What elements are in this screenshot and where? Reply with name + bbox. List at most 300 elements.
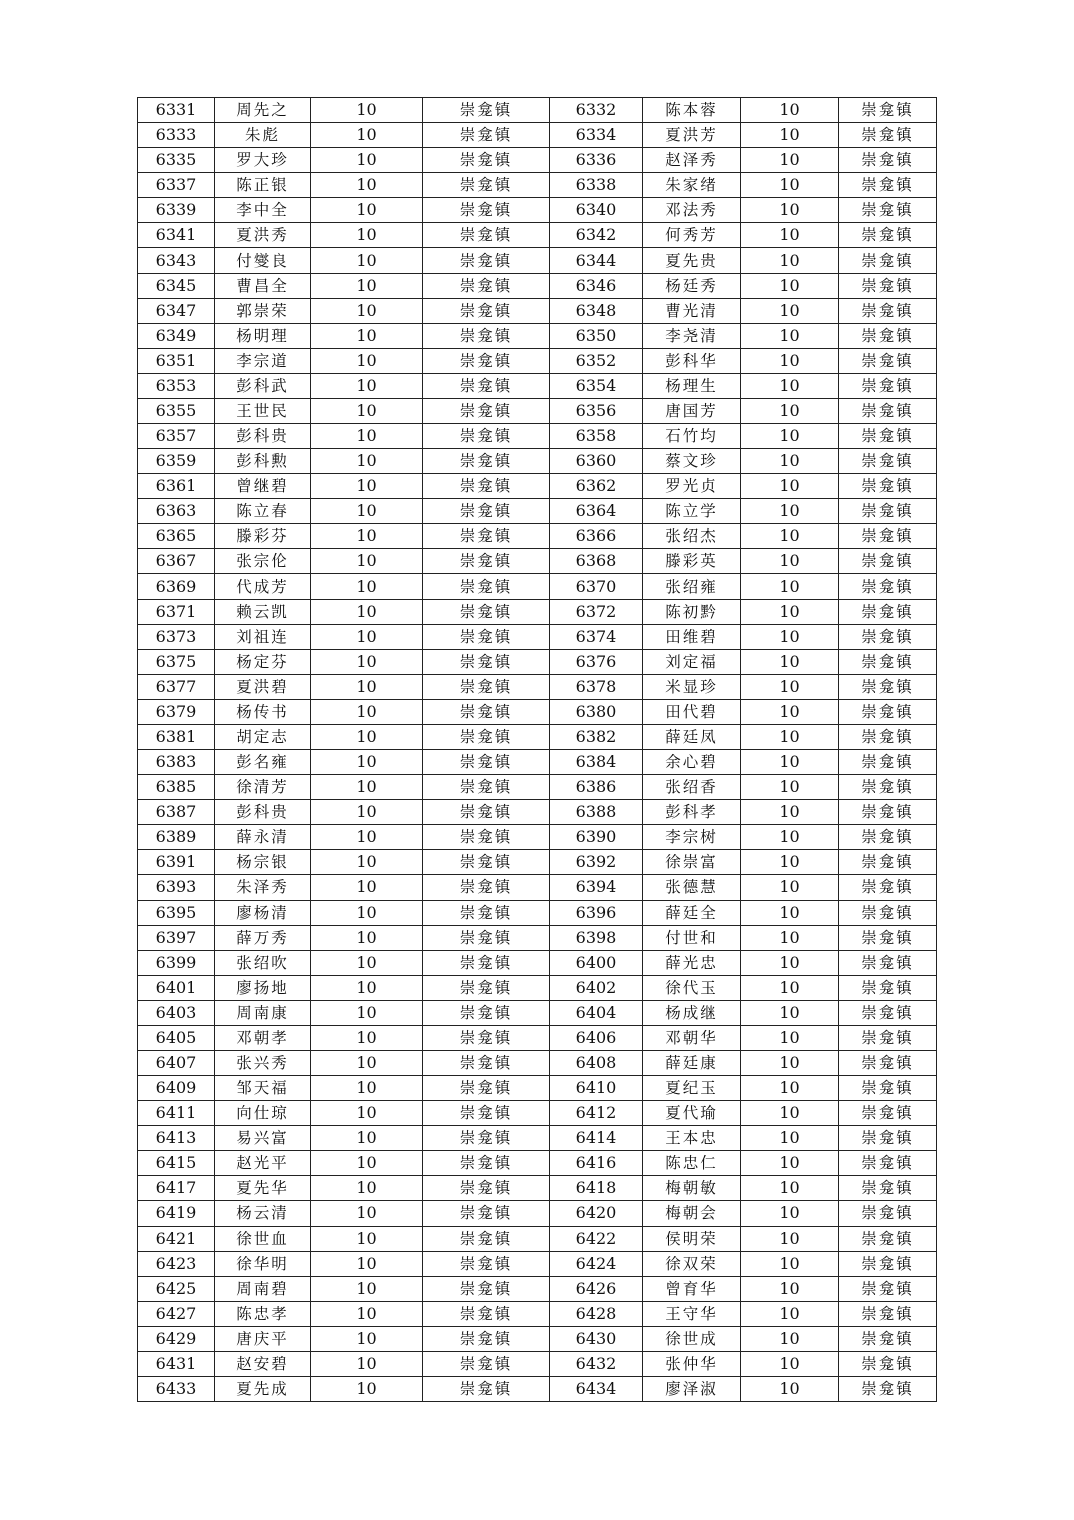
township-cell: 崇龛镇: [423, 499, 550, 524]
township-cell: 崇龛镇: [423, 524, 550, 549]
amount-cell: 10: [311, 1025, 423, 1050]
township-cell: 崇龛镇: [423, 223, 550, 248]
person-name-cell: 代成芳: [215, 574, 311, 599]
amount-cell: 10: [741, 1101, 839, 1126]
table-row: [138, 1251, 937, 1276]
person-name-cell: 刘定福: [643, 649, 741, 674]
record-number-cell: 6381: [138, 724, 215, 749]
record-number-cell: 6397: [138, 925, 215, 950]
township-cell: 崇龛镇: [839, 674, 937, 699]
township-cell: 崇龛镇: [423, 148, 550, 173]
amount-cell: 10: [311, 775, 423, 800]
record-number-cell: 6394: [550, 875, 643, 900]
record-number-cell: 6371: [138, 599, 215, 624]
township-cell: 崇龛镇: [423, 649, 550, 674]
person-name-cell: 周南碧: [215, 1276, 311, 1301]
record-number-cell: 6331: [138, 98, 215, 123]
table-row: [138, 148, 937, 173]
amount-cell: 10: [311, 624, 423, 649]
amount-cell: 10: [741, 1351, 839, 1376]
amount-cell: 10: [741, 775, 839, 800]
township-cell: 崇龛镇: [423, 1276, 550, 1301]
record-number-cell: 6368: [550, 549, 643, 574]
amount-cell: 10: [311, 950, 423, 975]
record-number-cell: 6403: [138, 1000, 215, 1025]
township-cell: 崇龛镇: [423, 674, 550, 699]
amount-cell: 10: [311, 1176, 423, 1201]
township-cell: 崇龛镇: [423, 198, 550, 223]
amount-cell: 10: [741, 724, 839, 749]
amount-cell: 10: [741, 499, 839, 524]
township-cell: 崇龛镇: [423, 373, 550, 398]
township-cell: 崇龛镇: [839, 599, 937, 624]
person-name-cell: 彭科武: [215, 373, 311, 398]
record-number-cell: 6360: [550, 449, 643, 474]
person-name-cell: 唐庆平: [215, 1326, 311, 1351]
amount-cell: 10: [741, 1000, 839, 1025]
record-number-cell: 6420: [550, 1201, 643, 1226]
record-number-cell: 6401: [138, 975, 215, 1000]
township-cell: 崇龛镇: [423, 1126, 550, 1151]
record-number-cell: 6424: [550, 1251, 643, 1276]
amount-cell: 10: [741, 449, 839, 474]
amount-cell: 10: [741, 1276, 839, 1301]
amount-cell: 10: [741, 348, 839, 373]
table-row: [138, 925, 937, 950]
township-cell: 崇龛镇: [423, 1301, 550, 1326]
table-row: [138, 1226, 937, 1251]
record-number-cell: 6353: [138, 373, 215, 398]
record-number-cell: 6366: [550, 524, 643, 549]
person-name-cell: 杨云清: [215, 1201, 311, 1226]
person-name-cell: 侯明荣: [643, 1226, 741, 1251]
person-name-cell: 朱家绪: [643, 173, 741, 198]
township-cell: 崇龛镇: [423, 599, 550, 624]
person-name-cell: 赵泽秀: [643, 148, 741, 173]
record-number-cell: 6407: [138, 1050, 215, 1075]
record-number-cell: 6433: [138, 1376, 215, 1401]
person-name-cell: 梅朝敏: [643, 1176, 741, 1201]
amount-cell: 10: [741, 248, 839, 273]
township-cell: 崇龛镇: [839, 248, 937, 273]
township-cell: 崇龛镇: [839, 649, 937, 674]
table-row: [138, 900, 937, 925]
township-cell: 崇龛镇: [839, 1126, 937, 1151]
person-name-cell: 薛光忠: [643, 950, 741, 975]
person-name-cell: 刘祖连: [215, 624, 311, 649]
amount-cell: 10: [741, 398, 839, 423]
record-number-cell: 6344: [550, 248, 643, 273]
record-number-cell: 6336: [550, 148, 643, 173]
record-number-cell: 6431: [138, 1351, 215, 1376]
township-cell: 崇龛镇: [423, 273, 550, 298]
township-cell: 崇龛镇: [423, 1025, 550, 1050]
person-name-cell: 夏先贵: [643, 248, 741, 273]
person-name-cell: 陈初黔: [643, 599, 741, 624]
record-number-cell: 6370: [550, 574, 643, 599]
table-row: [138, 1076, 937, 1101]
table-row: [138, 98, 937, 123]
amount-cell: 10: [311, 1376, 423, 1401]
person-name-cell: 曹光清: [643, 298, 741, 323]
person-name-cell: 张仲华: [643, 1351, 741, 1376]
township-cell: 崇龛镇: [839, 724, 937, 749]
amount-cell: 10: [741, 1301, 839, 1326]
amount-cell: 10: [311, 699, 423, 724]
township-cell: 崇龛镇: [839, 1251, 937, 1276]
record-number-cell: 6428: [550, 1301, 643, 1326]
amount-cell: 10: [311, 449, 423, 474]
township-cell: 崇龛镇: [423, 348, 550, 373]
record-number-cell: 6418: [550, 1176, 643, 1201]
table-row: [138, 1025, 937, 1050]
township-cell: 崇龛镇: [423, 424, 550, 449]
table-row: [138, 298, 937, 323]
amount-cell: 10: [741, 1326, 839, 1351]
person-name-cell: 张绍吹: [215, 950, 311, 975]
township-cell: 崇龛镇: [423, 1376, 550, 1401]
amount-cell: 10: [311, 373, 423, 398]
township-cell: 崇龛镇: [423, 1226, 550, 1251]
township-cell: 崇龛镇: [423, 398, 550, 423]
amount-cell: 10: [311, 900, 423, 925]
township-cell: 崇龛镇: [839, 123, 937, 148]
person-name-cell: 周南康: [215, 1000, 311, 1025]
township-cell: 崇龛镇: [839, 499, 937, 524]
table-row: [138, 950, 937, 975]
person-name-cell: 易兴富: [215, 1126, 311, 1151]
amount-cell: 10: [311, 975, 423, 1000]
record-number-cell: 6422: [550, 1226, 643, 1251]
table-row: [138, 348, 937, 373]
township-cell: 崇龛镇: [423, 850, 550, 875]
amount-cell: 10: [741, 975, 839, 1000]
record-number-cell: 6362: [550, 474, 643, 499]
amount-cell: 10: [741, 298, 839, 323]
person-name-cell: 张宗伦: [215, 549, 311, 574]
township-cell: 崇龛镇: [839, 1076, 937, 1101]
person-name-cell: 向仕琼: [215, 1101, 311, 1126]
township-cell: 崇龛镇: [423, 900, 550, 925]
township-cell: 崇龛镇: [839, 98, 937, 123]
amount-cell: 10: [741, 1076, 839, 1101]
record-number-cell: 6378: [550, 674, 643, 699]
township-cell: 崇龛镇: [839, 1101, 937, 1126]
table-row: [138, 1351, 937, 1376]
record-number-cell: 6356: [550, 398, 643, 423]
record-number-cell: 6388: [550, 800, 643, 825]
person-name-cell: 陈正银: [215, 173, 311, 198]
person-name-cell: 郭崇荣: [215, 298, 311, 323]
record-number-cell: 6376: [550, 649, 643, 674]
record-number-cell: 6415: [138, 1151, 215, 1176]
record-number-cell: 6429: [138, 1326, 215, 1351]
township-cell: 崇龛镇: [423, 724, 550, 749]
table-row: [138, 1201, 937, 1226]
person-name-cell: 滕彩芬: [215, 524, 311, 549]
record-number-cell: 6426: [550, 1276, 643, 1301]
table-row: [138, 975, 937, 1000]
table-row: [138, 699, 937, 724]
township-cell: 崇龛镇: [839, 1176, 937, 1201]
table-row: [138, 223, 937, 248]
amount-cell: 10: [741, 148, 839, 173]
record-number-cell: 6421: [138, 1226, 215, 1251]
township-cell: 崇龛镇: [839, 524, 937, 549]
amount-cell: 10: [741, 123, 839, 148]
amount-cell: 10: [741, 1251, 839, 1276]
township-cell: 崇龛镇: [839, 398, 937, 423]
table-row: [138, 574, 937, 599]
record-number-cell: 6410: [550, 1076, 643, 1101]
township-cell: 崇龛镇: [839, 900, 937, 925]
table-row: [138, 524, 937, 549]
record-number-cell: 6377: [138, 674, 215, 699]
person-name-cell: 杨廷秀: [643, 273, 741, 298]
person-name-cell: 薛廷凤: [643, 724, 741, 749]
person-name-cell: 王本忠: [643, 1126, 741, 1151]
person-name-cell: 徐清芳: [215, 775, 311, 800]
township-cell: 崇龛镇: [839, 173, 937, 198]
table-row: [138, 449, 937, 474]
amount-cell: 10: [311, 1101, 423, 1126]
person-name-cell: 赵光平: [215, 1151, 311, 1176]
amount-cell: 10: [311, 549, 423, 574]
township-cell: 崇龛镇: [839, 273, 937, 298]
township-cell: 崇龛镇: [839, 750, 937, 775]
township-cell: 崇龛镇: [423, 474, 550, 499]
amount-cell: 10: [311, 98, 423, 123]
record-number-cell: 6355: [138, 398, 215, 423]
table-row: [138, 674, 937, 699]
record-number-cell: 6347: [138, 298, 215, 323]
record-number-cell: 6357: [138, 424, 215, 449]
table-row: [138, 649, 937, 674]
person-name-cell: 付燮良: [215, 248, 311, 273]
township-cell: 崇龛镇: [839, 1201, 937, 1226]
record-number-cell: 6411: [138, 1101, 215, 1126]
amount-cell: 10: [741, 1226, 839, 1251]
record-number-cell: 6369: [138, 574, 215, 599]
person-name-cell: 杨成继: [643, 1000, 741, 1025]
amount-cell: 10: [311, 724, 423, 749]
amount-cell: 10: [741, 1025, 839, 1050]
person-name-cell: 邹天福: [215, 1076, 311, 1101]
township-cell: 崇龛镇: [839, 424, 937, 449]
table-row: [138, 1151, 937, 1176]
record-number-cell: 6393: [138, 875, 215, 900]
record-number-cell: 6412: [550, 1101, 643, 1126]
amount-cell: 10: [311, 1351, 423, 1376]
amount-cell: 10: [311, 499, 423, 524]
record-number-cell: 6414: [550, 1126, 643, 1151]
record-number-cell: 6427: [138, 1301, 215, 1326]
township-cell: 崇龛镇: [423, 1101, 550, 1126]
record-number-cell: 6367: [138, 549, 215, 574]
table-row: [138, 800, 937, 825]
person-name-cell: 徐双荣: [643, 1251, 741, 1276]
person-name-cell: 杨理生: [643, 373, 741, 398]
table-row: [138, 1000, 937, 1025]
amount-cell: 10: [311, 248, 423, 273]
amount-cell: 10: [311, 524, 423, 549]
person-name-cell: 田维碧: [643, 624, 741, 649]
record-number-cell: 6405: [138, 1025, 215, 1050]
person-name-cell: 何秀芳: [643, 223, 741, 248]
table-row: [138, 1326, 937, 1351]
township-cell: 崇龛镇: [839, 1000, 937, 1025]
person-name-cell: 杨定芬: [215, 649, 311, 674]
amount-cell: 10: [741, 198, 839, 223]
person-name-cell: 廖扬地: [215, 975, 311, 1000]
table-row: [138, 599, 937, 624]
amount-cell: 10: [311, 875, 423, 900]
township-cell: 崇龛镇: [423, 825, 550, 850]
amount-cell: 10: [311, 1201, 423, 1226]
record-number-cell: 6372: [550, 599, 643, 624]
amount-cell: 10: [311, 674, 423, 699]
person-name-cell: 赵安碧: [215, 1351, 311, 1376]
person-name-cell: 陈忠仁: [643, 1151, 741, 1176]
person-name-cell: 夏代瑜: [643, 1101, 741, 1126]
township-cell: 崇龛镇: [839, 348, 937, 373]
person-name-cell: 周先之: [215, 98, 311, 123]
person-name-cell: 邓法秀: [643, 198, 741, 223]
amount-cell: 10: [311, 574, 423, 599]
record-number-cell: 6389: [138, 825, 215, 850]
township-cell: 崇龛镇: [839, 1351, 937, 1376]
township-cell: 崇龛镇: [839, 875, 937, 900]
township-cell: 崇龛镇: [839, 1226, 937, 1251]
amount-cell: 10: [741, 649, 839, 674]
amount-cell: 10: [741, 624, 839, 649]
table-row: [138, 198, 937, 223]
record-number-cell: 6392: [550, 850, 643, 875]
person-name-cell: 薛廷全: [643, 900, 741, 925]
amount-cell: 10: [741, 925, 839, 950]
amount-cell: 10: [311, 148, 423, 173]
amount-cell: 10: [311, 800, 423, 825]
amount-cell: 10: [311, 298, 423, 323]
township-cell: 崇龛镇: [423, 1201, 550, 1226]
township-cell: 崇龛镇: [839, 1151, 937, 1176]
township-cell: 崇龛镇: [423, 1151, 550, 1176]
person-name-cell: 徐华明: [215, 1251, 311, 1276]
township-cell: 崇龛镇: [839, 223, 937, 248]
record-number-cell: 6434: [550, 1376, 643, 1401]
record-number-cell: 6385: [138, 775, 215, 800]
township-cell: 崇龛镇: [839, 1025, 937, 1050]
township-cell: 崇龛镇: [423, 975, 550, 1000]
amount-cell: 10: [741, 323, 839, 348]
amount-cell: 10: [741, 574, 839, 599]
table-row: [138, 474, 937, 499]
township-cell: 崇龛镇: [423, 1251, 550, 1276]
township-cell: 崇龛镇: [839, 198, 937, 223]
amount-cell: 10: [311, 1000, 423, 1025]
amount-cell: 10: [311, 223, 423, 248]
table-row: [138, 549, 937, 574]
person-name-cell: 陈忠孝: [215, 1301, 311, 1326]
record-number-cell: 6413: [138, 1126, 215, 1151]
person-name-cell: 张绍香: [643, 775, 741, 800]
township-cell: 崇龛镇: [839, 624, 937, 649]
record-number-cell: 6348: [550, 298, 643, 323]
person-name-cell: 陈本蓉: [643, 98, 741, 123]
record-number-cell: 6343: [138, 248, 215, 273]
township-cell: 崇龛镇: [423, 574, 550, 599]
person-name-cell: 彭科勲: [215, 449, 311, 474]
township-cell: 崇龛镇: [423, 173, 550, 198]
person-name-cell: 唐国芳: [643, 398, 741, 423]
table-row: [138, 373, 937, 398]
township-cell: 崇龛镇: [423, 248, 550, 273]
township-cell: 崇龛镇: [423, 699, 550, 724]
record-number-cell: 6400: [550, 950, 643, 975]
amount-cell: 10: [311, 925, 423, 950]
person-name-cell: 胡定志: [215, 724, 311, 749]
person-name-cell: 陈立学: [643, 499, 741, 524]
record-number-cell: 6395: [138, 900, 215, 925]
amount-cell: 10: [741, 424, 839, 449]
amount-cell: 10: [311, 273, 423, 298]
township-cell: 崇龛镇: [423, 449, 550, 474]
township-cell: 崇龛镇: [423, 123, 550, 148]
record-number-cell: 6341: [138, 223, 215, 248]
township-cell: 崇龛镇: [839, 1376, 937, 1401]
table-row: [138, 499, 937, 524]
township-cell: 崇龛镇: [839, 323, 937, 348]
record-number-cell: 6375: [138, 649, 215, 674]
record-number-cell: 6365: [138, 524, 215, 549]
amount-cell: 10: [741, 1151, 839, 1176]
record-number-cell: 6419: [138, 1201, 215, 1226]
record-number-cell: 6349: [138, 323, 215, 348]
amount-cell: 10: [741, 1201, 839, 1226]
person-name-cell: 付世和: [643, 925, 741, 950]
township-cell: 崇龛镇: [839, 1276, 937, 1301]
township-cell: 崇龛镇: [423, 1050, 550, 1075]
table-row: [138, 173, 937, 198]
person-name-cell: 杨明理: [215, 323, 311, 348]
table-row: [138, 1126, 937, 1151]
person-name-cell: 米显珍: [643, 674, 741, 699]
township-cell: 崇龛镇: [839, 825, 937, 850]
roster-table: [137, 97, 937, 1402]
amount-cell: 10: [311, 1050, 423, 1075]
amount-cell: 10: [311, 1126, 423, 1151]
table-row: [138, 123, 937, 148]
township-cell: 崇龛镇: [839, 775, 937, 800]
table-row: [138, 1050, 937, 1075]
person-name-cell: 夏纪玉: [643, 1076, 741, 1101]
person-name-cell: 蔡文珍: [643, 449, 741, 474]
record-number-cell: 6339: [138, 198, 215, 223]
table-row: [138, 724, 937, 749]
township-cell: 崇龛镇: [423, 950, 550, 975]
township-cell: 崇龛镇: [839, 549, 937, 574]
record-number-cell: 6334: [550, 123, 643, 148]
amount-cell: 10: [311, 424, 423, 449]
person-name-cell: 夏先华: [215, 1176, 311, 1201]
person-name-cell: 夏洪碧: [215, 674, 311, 699]
person-name-cell: 廖泽淑: [643, 1376, 741, 1401]
person-name-cell: 薛万秀: [215, 925, 311, 950]
person-name-cell: 李宗道: [215, 348, 311, 373]
amount-cell: 10: [311, 123, 423, 148]
amount-cell: 10: [311, 1151, 423, 1176]
table-row: [138, 850, 937, 875]
